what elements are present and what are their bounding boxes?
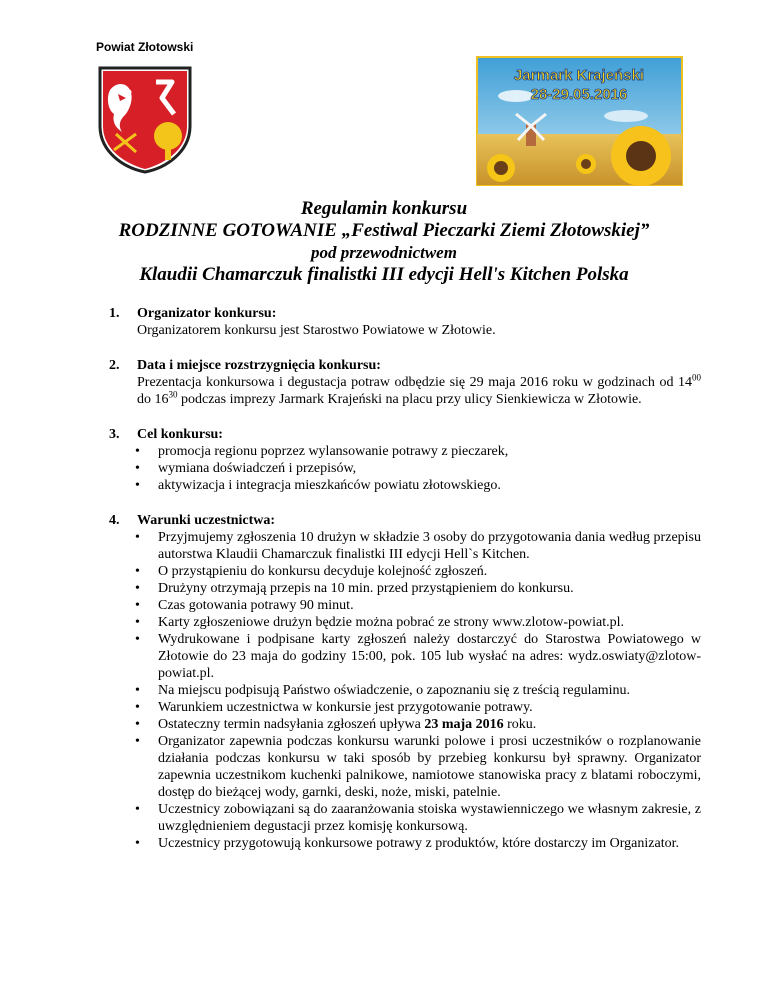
regulation-content bbox=[111, 305, 701, 870]
deadline-date: 23 maja 2016 bbox=[424, 717, 504, 732]
section-number: 4. bbox=[109, 513, 120, 528]
list-item: • Uczestnicy zobowiązani są do zaaranżowania stoiska wystawienniczego we własnym zakresie, z uwzględnieniem degustacji przez komisję konkursową. bbox=[135, 801, 701, 835]
list-item: • Wydrukowane i podpisane karty zgłoszeń należy dostarczyć do Starostwa Powiatowego w Złotowie do 23 maja do godziny 15:00, pok. 105 lub wysłać na adres: wydz.oswiaty@zlotow-powiat.pl. bbox=[135, 631, 701, 682]
section-conditions bbox=[111, 512, 701, 852]
list-item: • Uczestnicy przygotowują konkursowe potrawy z produktów, które dostarczy im Organizator. bbox=[135, 835, 701, 852]
section-number: 2. bbox=[109, 358, 120, 373]
festival-banner-image bbox=[476, 56, 683, 186]
list-item: • Warunkiem uczestnictwa w konkursie jest przygotowanie potrawy. bbox=[135, 699, 701, 716]
banner-title: Jarmark Krajeński bbox=[513, 67, 645, 84]
body-text: Ostateczny termin nadsyłania zgłoszeń upływa bbox=[158, 717, 425, 732]
coat-of-arms-logo bbox=[96, 64, 194, 174]
list-item: • Drużyny otrzymają przepis na 10 min. przed przystąpieniem do konkursu. bbox=[135, 580, 701, 597]
body-text: Prezentacja konkursowa i degustacja potraw odbędzie się 29 maja 2016 roku w godzinach od 14 bbox=[137, 375, 692, 390]
body-text: roku. bbox=[503, 717, 537, 732]
section-number: 1. bbox=[109, 306, 120, 321]
title-line-2: RODZINNE GOTOWANIE „Festiwal Pieczarki Ziemi Złotowskiej” bbox=[118, 220, 650, 241]
title-line-3: pod przewodnictwem bbox=[311, 243, 457, 262]
list-item-deadline bbox=[135, 716, 701, 733]
list-item: • Na miejscu podpisują Państwo oświadczenie, o zapoznaniu się z treścią regulaminu. bbox=[135, 682, 701, 699]
body-text: podczas imprezy Jarmark Krajeński na placu przy ulicy Sienkiewicza w Złotowie. bbox=[177, 392, 642, 407]
list-item: • promocja regionu poprzez wylansowanie potrawy z pieczarek, bbox=[135, 443, 701, 460]
body-text: do 16 bbox=[137, 392, 169, 407]
section-body bbox=[137, 374, 701, 408]
list-item: • Czas gotowania potrawy 90 minut. bbox=[135, 597, 701, 614]
document-title bbox=[60, 198, 708, 286]
sunflower-left bbox=[487, 154, 515, 182]
list-item: • O przystąpieniu do konkursu decyduje kolejność zgłoszeń. bbox=[135, 563, 701, 580]
section-goal bbox=[111, 426, 701, 494]
list-item: • Przyjmujemy zgłoszenia 10 drużyn w składzie 3 osoby do przygotowania dania według przepisu autorstwa Klaudii Chamarczuk finalistki III edycji Hell`s Kitchen. bbox=[135, 529, 701, 563]
section-title: Data i miejsce rozstrzygnięcia konkursu: bbox=[137, 358, 381, 373]
title-line-1: Regulamin konkursu bbox=[300, 198, 468, 219]
list-item: • Organizator zapewnia podczas konkursu warunki polowe i prosi uczestników o rozplanowanie działania podczas konkursu w taki sposób by przebieg konkursu był sprawny. Organizator zapewnia uczestnikom kuchenki palnikowe, namiotowe stanowiska pracy z blatami roboczymi, dostęp do bieżącej wody, garnki, deski, noże, miski, patelnie. bbox=[135, 733, 701, 801]
title-line-4: Klaudii Chamarczuk finalistki III edycji Hell's Kitchen Polska bbox=[139, 264, 629, 285]
section-body: Organizatorem konkursu jest Starostwo Powiatowe w Złotowie. bbox=[137, 323, 496, 338]
list-item: • wymiana doświadczeń i przepisów, bbox=[135, 460, 701, 477]
section-title: Warunki uczestnictwa: bbox=[137, 513, 276, 528]
section-title: Cel konkursu: bbox=[137, 427, 223, 442]
time-superscript: 30 bbox=[168, 389, 178, 400]
section-date-place bbox=[111, 357, 701, 408]
bullet-list bbox=[135, 443, 701, 494]
list-item: • aktywizacja i integracja mieszkańców powiatu złotowskiego. bbox=[135, 477, 701, 494]
header-label: Powiat Złotowski bbox=[96, 40, 194, 54]
bullet-list bbox=[135, 529, 701, 852]
section-organizer bbox=[111, 305, 701, 339]
section-title: Organizator konkursu: bbox=[137, 306, 277, 321]
section-number: 3. bbox=[109, 427, 120, 442]
list-item: • Karty zgłoszeniowe drużyn będzie można pobrać ze strony www.zlotow-powiat.pl. bbox=[135, 614, 701, 631]
banner-dates: 28-29.05.2016 bbox=[530, 86, 628, 103]
time-superscript: 00 bbox=[692, 372, 701, 383]
